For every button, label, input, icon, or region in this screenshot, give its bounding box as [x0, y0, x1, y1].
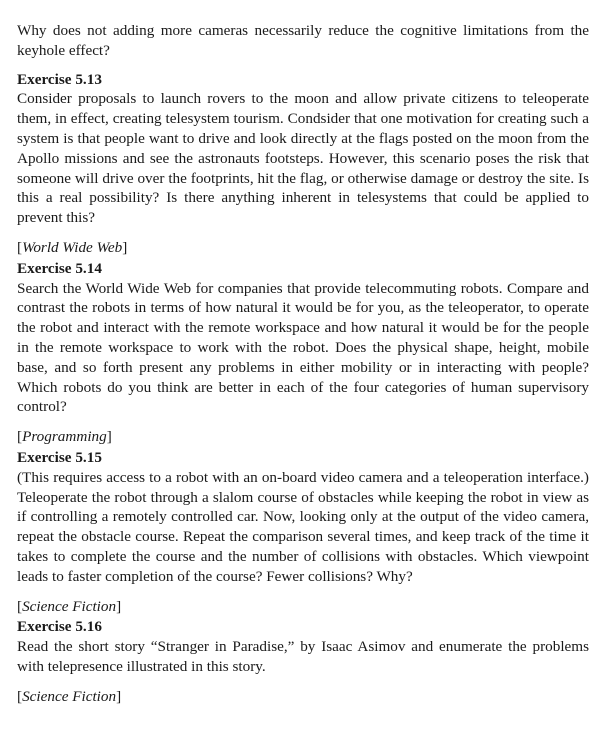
exercise-body: Consider proposals to launch rovers to the moon and allow private citizens to teleoperate them, in effect, creating telesystem tourism. Condsider that one motivation for creating such a system is that people want to drive and look directly at the flags posted on the moon from the Apollo missions and see the astronauts footsteps. However, this scenario poses the risk that someone will drive over the footprints, hit the flag, or otherwise damage or destroy the site. Is this a real possibility? Is there anything inherent in telesystems that could be applied to prevent this? [17, 90, 589, 227]
trailing-category-tag: [Science Fiction] [17, 687, 122, 705]
exercise-5-16 [17, 597, 589, 677]
exercise-5-13 [17, 70, 589, 228]
exercise-body: Read the short story “Stranger in Paradise,” by Isaac Asimov and enumerate the problems with telepresence illustrated in this story. [17, 638, 589, 675]
intro-question: Why does not adding more cameras necessarily reduce the cognitive limitations from the keyhole effect? [17, 22, 589, 59]
exercise-body: Search the World Wide Web for companies that provide telecommuting robots. Compare and contrast the robots in terms of how natural it would be for you, as the teleoperator, to operate the robot and interact with the remote workspace and how natural it would be for the people in the remote workspace to work with the robot. Does the physical shape, height, mobile base, and so forth present any problems in either mobility or in interacting with people? Which robots do you think are better in each of the four categories of human supervisory control? [17, 279, 589, 416]
exercise-category-label: Science Fiction [22, 597, 117, 615]
exercise-category-tag: [Science Fiction] [17, 597, 122, 615]
exercise-title: Exercise 5.16 [17, 618, 102, 636]
exercise-title: Exercise 5.14 [17, 259, 102, 277]
exercise-body: (This requires access to a robot with an on-board video camera and a teleoperation interface.) Teleoperate the robot through a slalom course of obstacles while keeping the robot in view as if controlling a remotely controlled car. Now, looking only at the output of the video camera, repeat the obstacle course. Repeat the comparison several times, and keep track of the time it takes to complete the course and the number of collisions with obstacles. Which viewpoint leads to faster completion of the course? Fewer collisions? Why? [17, 468, 589, 585]
exercise-5-15 [17, 427, 589, 586]
exercise-5-14 [17, 238, 589, 417]
exercise-title: Exercise 5.15 [17, 448, 102, 466]
document-page [17, 21, 589, 708]
exercise-title: Exercise 5.13 [17, 70, 102, 88]
exercise-category-label: World Wide Web [22, 238, 123, 256]
trailing-category-label: Science Fiction [22, 687, 117, 705]
exercise-category-label: Programming [22, 428, 107, 446]
exercise-category-tag: [World Wide Web] [17, 238, 128, 256]
exercise-category-tag: [Programming] [17, 428, 112, 446]
